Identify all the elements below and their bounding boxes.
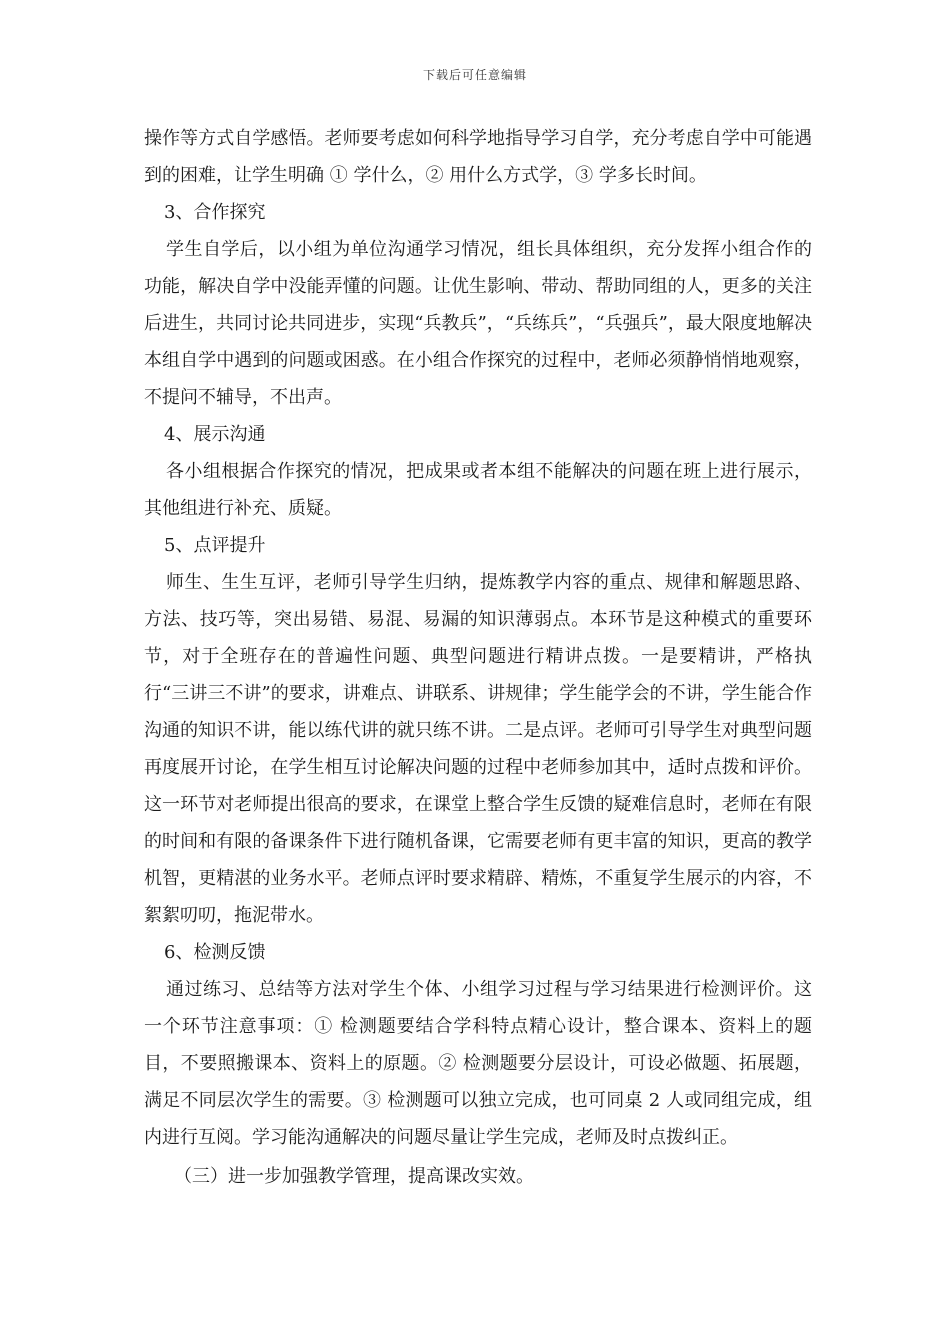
paragraph: 通过练习、总结等方法对学生个体、小组学习过程与学习结果进行检测评价。这一个环节注意事项：① 检测题要结合学科特点精心设计，整合课本、资料上的题目，不要照搬课本、资料上的原题。② 检测题要分层设计，可设必做题、拓展题，满足不同层次学生的需要。③ 检测题可以独立完成，也可同桌 2 人或同组完成，组内进行互阅。学习能沟通解决的问题尽量让学生完成，老师及时点拨纠正。: [144, 979, 812, 1148]
section-heading: 4、展示沟通: [164, 424, 266, 445]
page-header: 下载后可任意编辑: [422, 68, 527, 82]
paragraph: 操作等方式自学感悟。老师要考虑如何科学地指导学习自学，充分考虑自学中可能遇到的困难，让学生明确 ① 学什么，② 用什么方式学，③ 学多长时间。: [144, 128, 812, 186]
section-heading: 6、检测反馈: [164, 942, 266, 963]
paragraph: 各小组根据合作探究的情况，把成果或者本组不能解决的问题在班上进行展示，其他组进行补充、质疑。: [144, 461, 812, 519]
section-heading: 3、合作探究: [164, 202, 266, 223]
paragraph: 学生自学后，以小组为单位沟通学习情况，组长具体组织，充分发挥小组合作的功能，解决自学中没能弄懂的问题。让优生影响、带动、帮助同组的人，更多的关注后进生，共同讨论共同进步，实现“兵教兵”，“兵练兵”，“兵强兵”，最大限度地解决本组自学中遇到的问题或困惑。在小组合作探究的过程中，老师必须静悄悄地观察，不提问不辅导，不出声。: [144, 239, 812, 408]
document-body: [144, 120, 812, 1195]
subsection-heading: （三）进一步加强教学管理，提高课改实效。: [174, 1166, 534, 1187]
section-heading: 5、点评提升: [164, 535, 266, 556]
paragraph: 师生、生生互评，老师引导学生归纳，提炼教学内容的重点、规律和解题思路、方法、技巧等，突出易错、易混、易漏的知识薄弱点。本环节是这种模式的重要环节，对于全班存在的普遍性问题、典型问题进行精讲点拨。一是要精讲，严格执行“三讲三不讲”的要求，讲难点、讲联系、讲规律；学生能学会的不讲，学生能合作沟通的知识不讲，能以练代讲的就只练不讲。二是点评。老师可引导学生对典型问题再度展开讨论，在学生相互讨论解决问题的过程中老师参加其中，适时点拨和评价。这一环节对老师提出很高的要求，在课堂上整合学生反馈的疑难信息时，老师在有限的时间和有限的备课条件下进行随机备课，它需要老师有更丰富的知识，更高的教学机智，更精湛的业务水平。老师点评时要求精辟、精炼，不重复学生展示的内容，不絮絮叨叨，拖泥带水。: [144, 572, 812, 926]
